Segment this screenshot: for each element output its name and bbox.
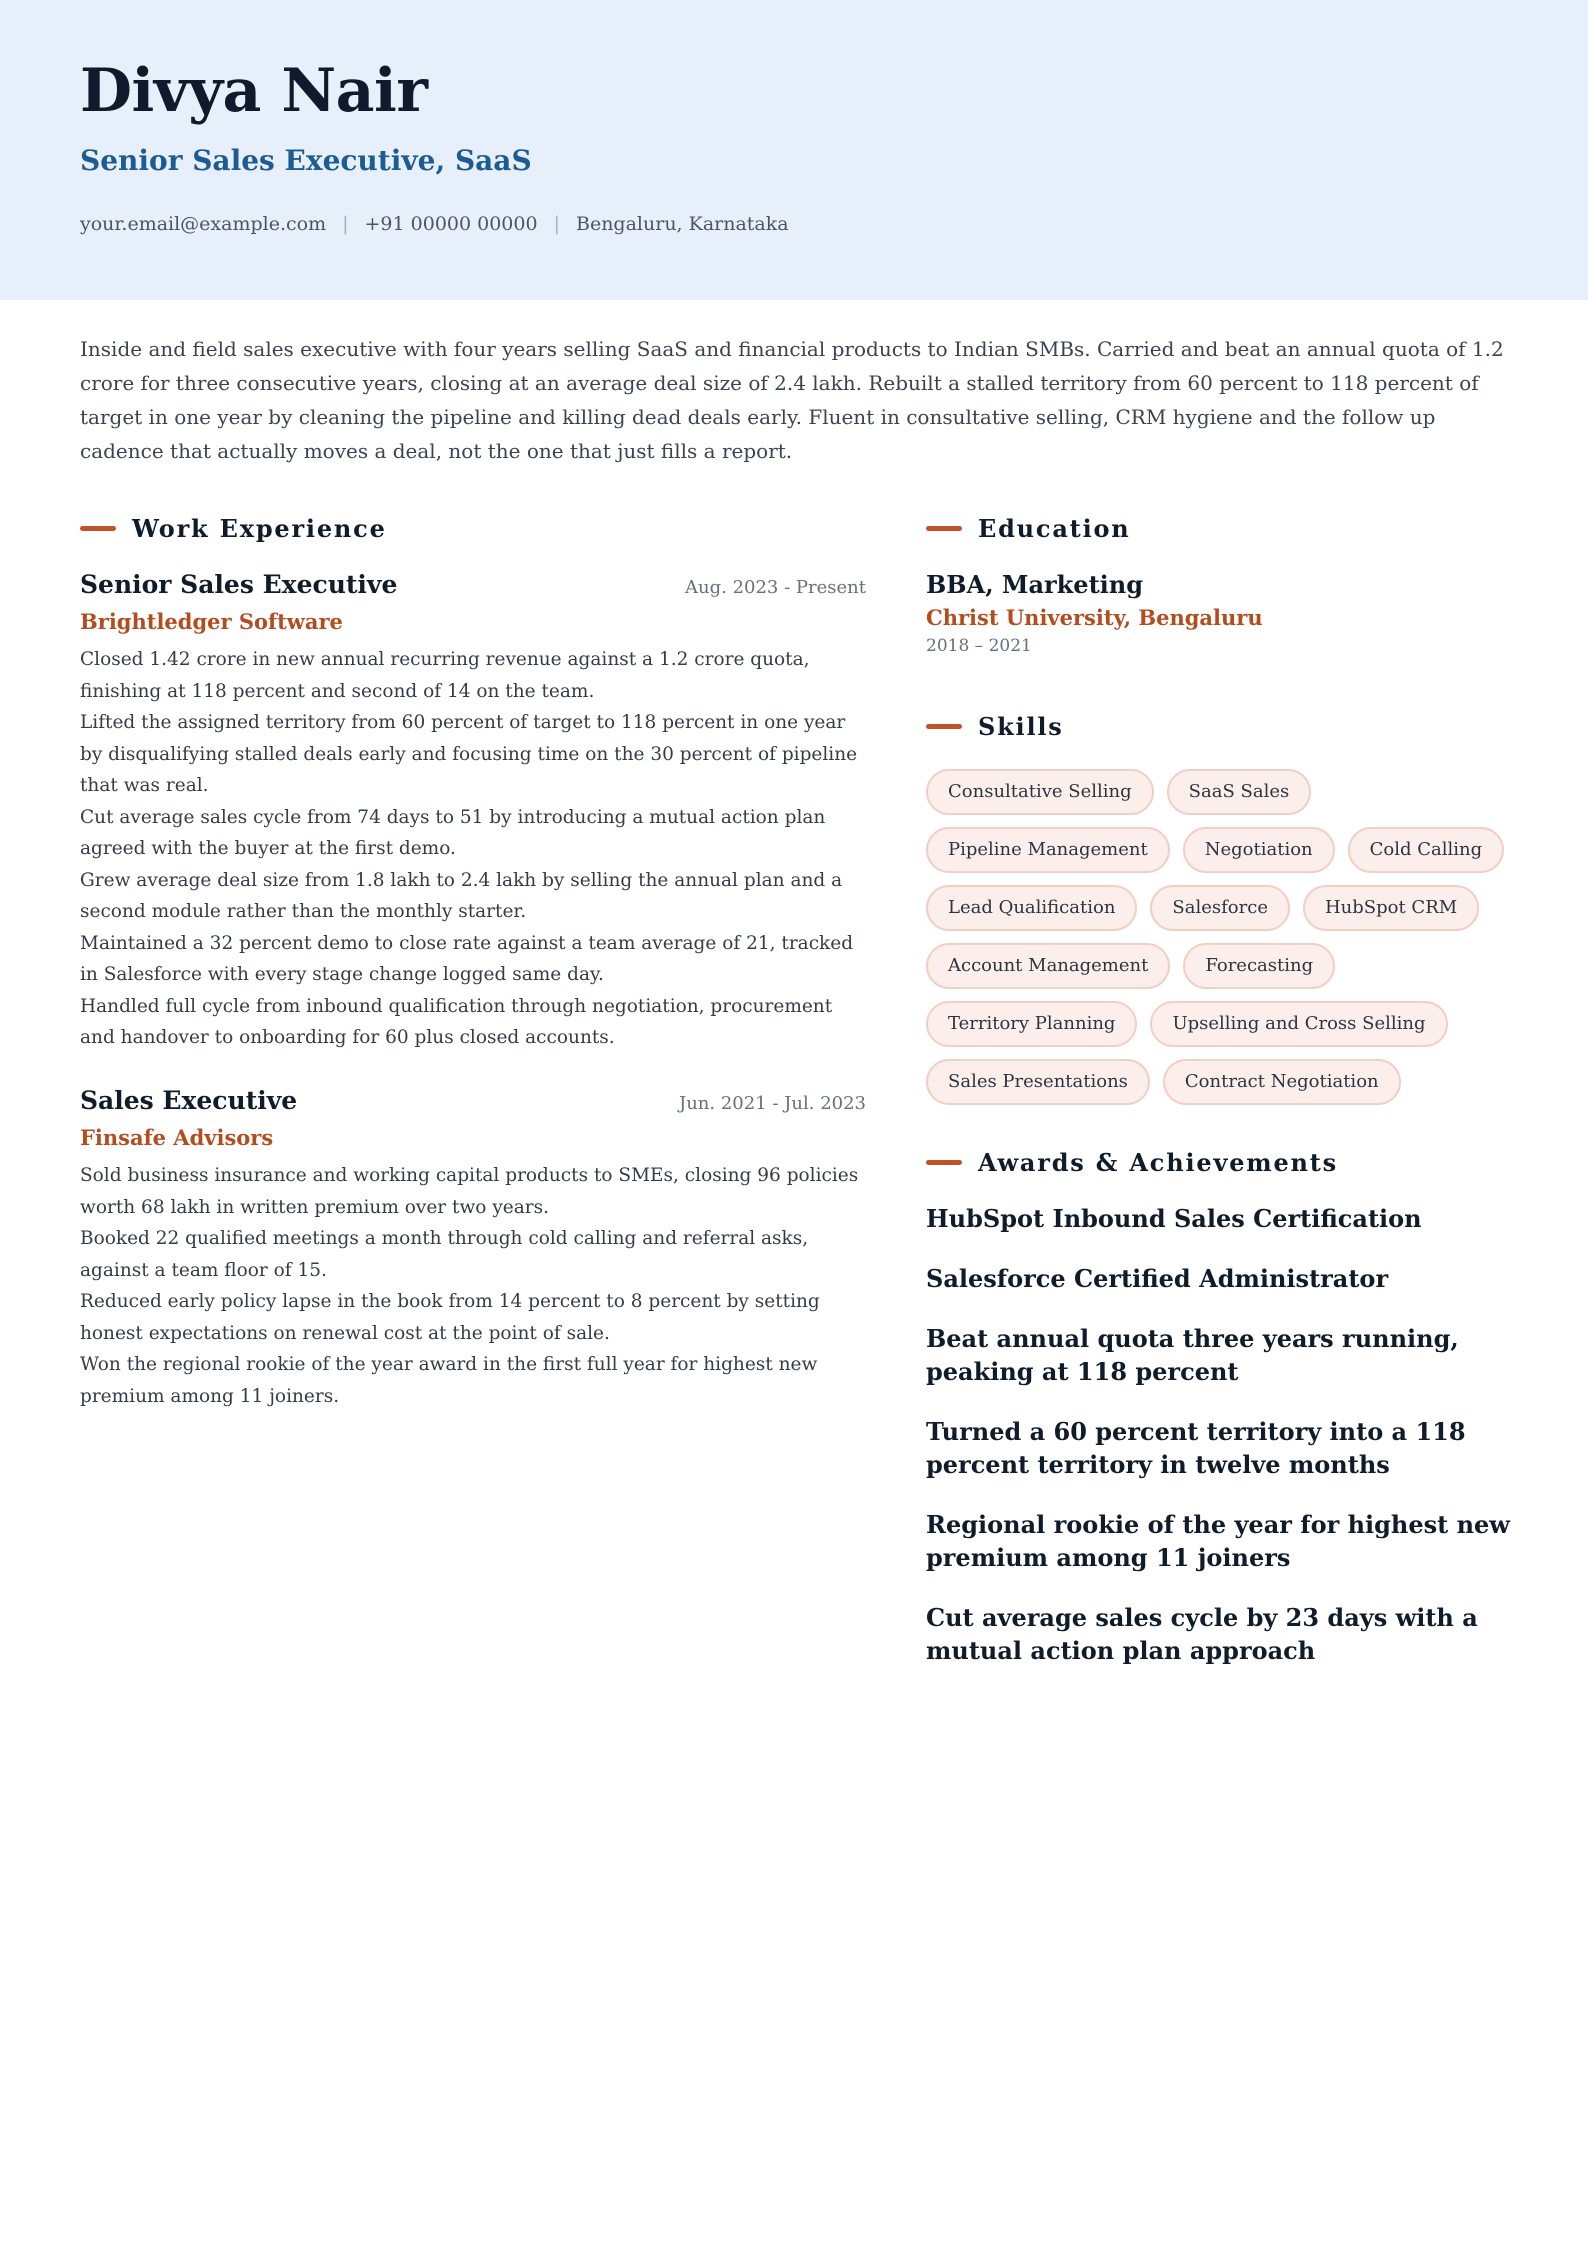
job-company: Brightledger Software [80, 609, 343, 634]
job-bullet: Maintained a 32 percent demo to close rate against a team average of 21, tracked in Salesforce with every stage change logged same day. [80, 932, 854, 985]
job-title: Sales Executive [80, 1086, 298, 1115]
candidate-headline: Senior Sales Executive, SaaS [80, 144, 532, 177]
skill-chip: Salesforce [1150, 885, 1290, 931]
resume-header [0, 0, 1588, 300]
skill-chip: Cold Calling [1348, 827, 1505, 873]
contact-email[interactable]: your.email@example.com [80, 213, 327, 235]
skill-chip: Upselling and Cross Selling [1150, 1001, 1447, 1047]
section-title-text: Awards & Achievements [978, 1147, 1338, 1177]
professional-summary: Inside and field sales executive with four years selling SaaS and financial products to Indian SMBs. Carried and beat an annual quota of 1.2 crore for three consecutive years, closing at an average deal size of 2.4 lakh. Rebuilt a stalled territory from 60 percent to 118 percent of target in one year by cleaning the pipeline and killing dead deals early. Fluent in consultative selling, CRM hygiene and the follow up cadence that actually moves a deal, not the one that just fills a report. [80, 337, 1504, 463]
education-degree: BBA, Marketing [926, 570, 1143, 599]
job-bullet: Booked 22 qualified meetings a month through cold calling and referral asks, against a team floor of 15. [80, 1228, 809, 1281]
job-header [80, 570, 866, 599]
skills-heading [926, 710, 1064, 742]
section-title-text: Skills [978, 711, 1064, 741]
job-bullet: Won the regional rookie of the year award in the first full year for highest new premium among 11 joiners. [80, 1354, 818, 1407]
skill-chip: Contract Negotiation [1163, 1059, 1401, 1105]
section-accent-bar [926, 724, 962, 729]
contact-separator: | [342, 213, 349, 235]
section-accent-bar [926, 526, 962, 531]
education-entry [926, 570, 1516, 656]
awards-list [926, 1202, 1516, 1694]
skill-chip: Forecasting [1183, 943, 1335, 989]
education-school: Christ University, Bengaluru [926, 605, 1263, 630]
skill-chip: Account Management [926, 943, 1170, 989]
candidate-name: Divya Nair [80, 56, 428, 126]
job-bullet: Sold business insurance and working capital products to SMEs, closing 96 policies worth 68 lakh in written premium over two years. [80, 1165, 859, 1218]
job-bullet: Handled full cycle from inbound qualification through negotiation, procurement and handover to onboarding for 60 plus closed accounts. [80, 995, 833, 1048]
job-bullet: Grew average deal size from 1.8 lakh to 2.4 lakh by selling the annual plan and a second module rather than the monthly starter. [80, 869, 843, 922]
job-bullet: Reduced early policy lapse in the book from 14 percent to 8 percent by setting honest expectations on renewal cost at the point of sale. [80, 1291, 820, 1344]
award-item: Cut average sales cycle by 23 days with a mutual action plan approach [926, 1603, 1478, 1665]
awards-heading [926, 1146, 1338, 1178]
education-years: 2018 – 2021 [926, 636, 1032, 656]
job-bullets [80, 644, 866, 1054]
section-accent-bar [80, 526, 116, 531]
education-heading [926, 512, 1131, 544]
job-entry [80, 1086, 866, 1412]
job-title: Senior Sales Executive [80, 570, 398, 599]
contact-phone[interactable]: +91 00000 00000 [364, 213, 538, 235]
contact-location: Bengaluru, Karnataka [575, 213, 789, 235]
job-bullets [80, 1160, 866, 1412]
skills-list [926, 769, 1516, 1105]
contact-separator: | [553, 213, 560, 235]
job-dates: Aug. 2023 - Present [685, 577, 866, 598]
job-bullet: Lifted the assigned territory from 60 percent of target to 118 percent in one year by disqualifying stalled deals early and focusing time on the 30 percent of pipeline that was real. [80, 712, 858, 796]
work-experience-heading [80, 512, 387, 544]
award-item: Turned a 60 percent territory into a 118 percent territory in twelve months [926, 1417, 1466, 1479]
job-entry [80, 570, 866, 1054]
section-accent-bar [926, 1160, 962, 1165]
section-title-text: Education [978, 513, 1131, 543]
skill-chip: Territory Planning [926, 1001, 1137, 1047]
contact-line [80, 213, 789, 235]
skill-chip: Sales Presentations [926, 1059, 1150, 1105]
job-company: Finsafe Advisors [80, 1125, 274, 1150]
job-bullet: Closed 1.42 crore in new annual recurring revenue against a 1.2 crore quota, finishing at 118 percent and second of 14 on the team. [80, 649, 810, 702]
award-item: Salesforce Certified Administrator [926, 1264, 1389, 1293]
award-item: Regional rookie of the year for highest new premium among 11 joiners [926, 1510, 1510, 1572]
skill-chip: Pipeline Management [926, 827, 1170, 873]
job-dates: Jun. 2021 - Jul. 2023 [679, 1093, 866, 1114]
skill-chip: HubSpot CRM [1303, 885, 1479, 931]
section-title-text: Work Experience [132, 513, 387, 543]
job-header [80, 1086, 866, 1115]
award-item: HubSpot Inbound Sales Certification [926, 1204, 1422, 1233]
award-item: Beat annual quota three years running, peaking at 118 percent [926, 1324, 1459, 1386]
job-bullet: Cut average sales cycle from 74 days to 51 by introducing a mutual action plan agreed with the buyer at the first demo. [80, 806, 826, 859]
skill-chip: Negotiation [1183, 827, 1335, 873]
skill-chip: SaaS Sales [1167, 769, 1312, 815]
skill-chip: Consultative Selling [926, 769, 1154, 815]
skill-chip: Lead Qualification [926, 885, 1137, 931]
